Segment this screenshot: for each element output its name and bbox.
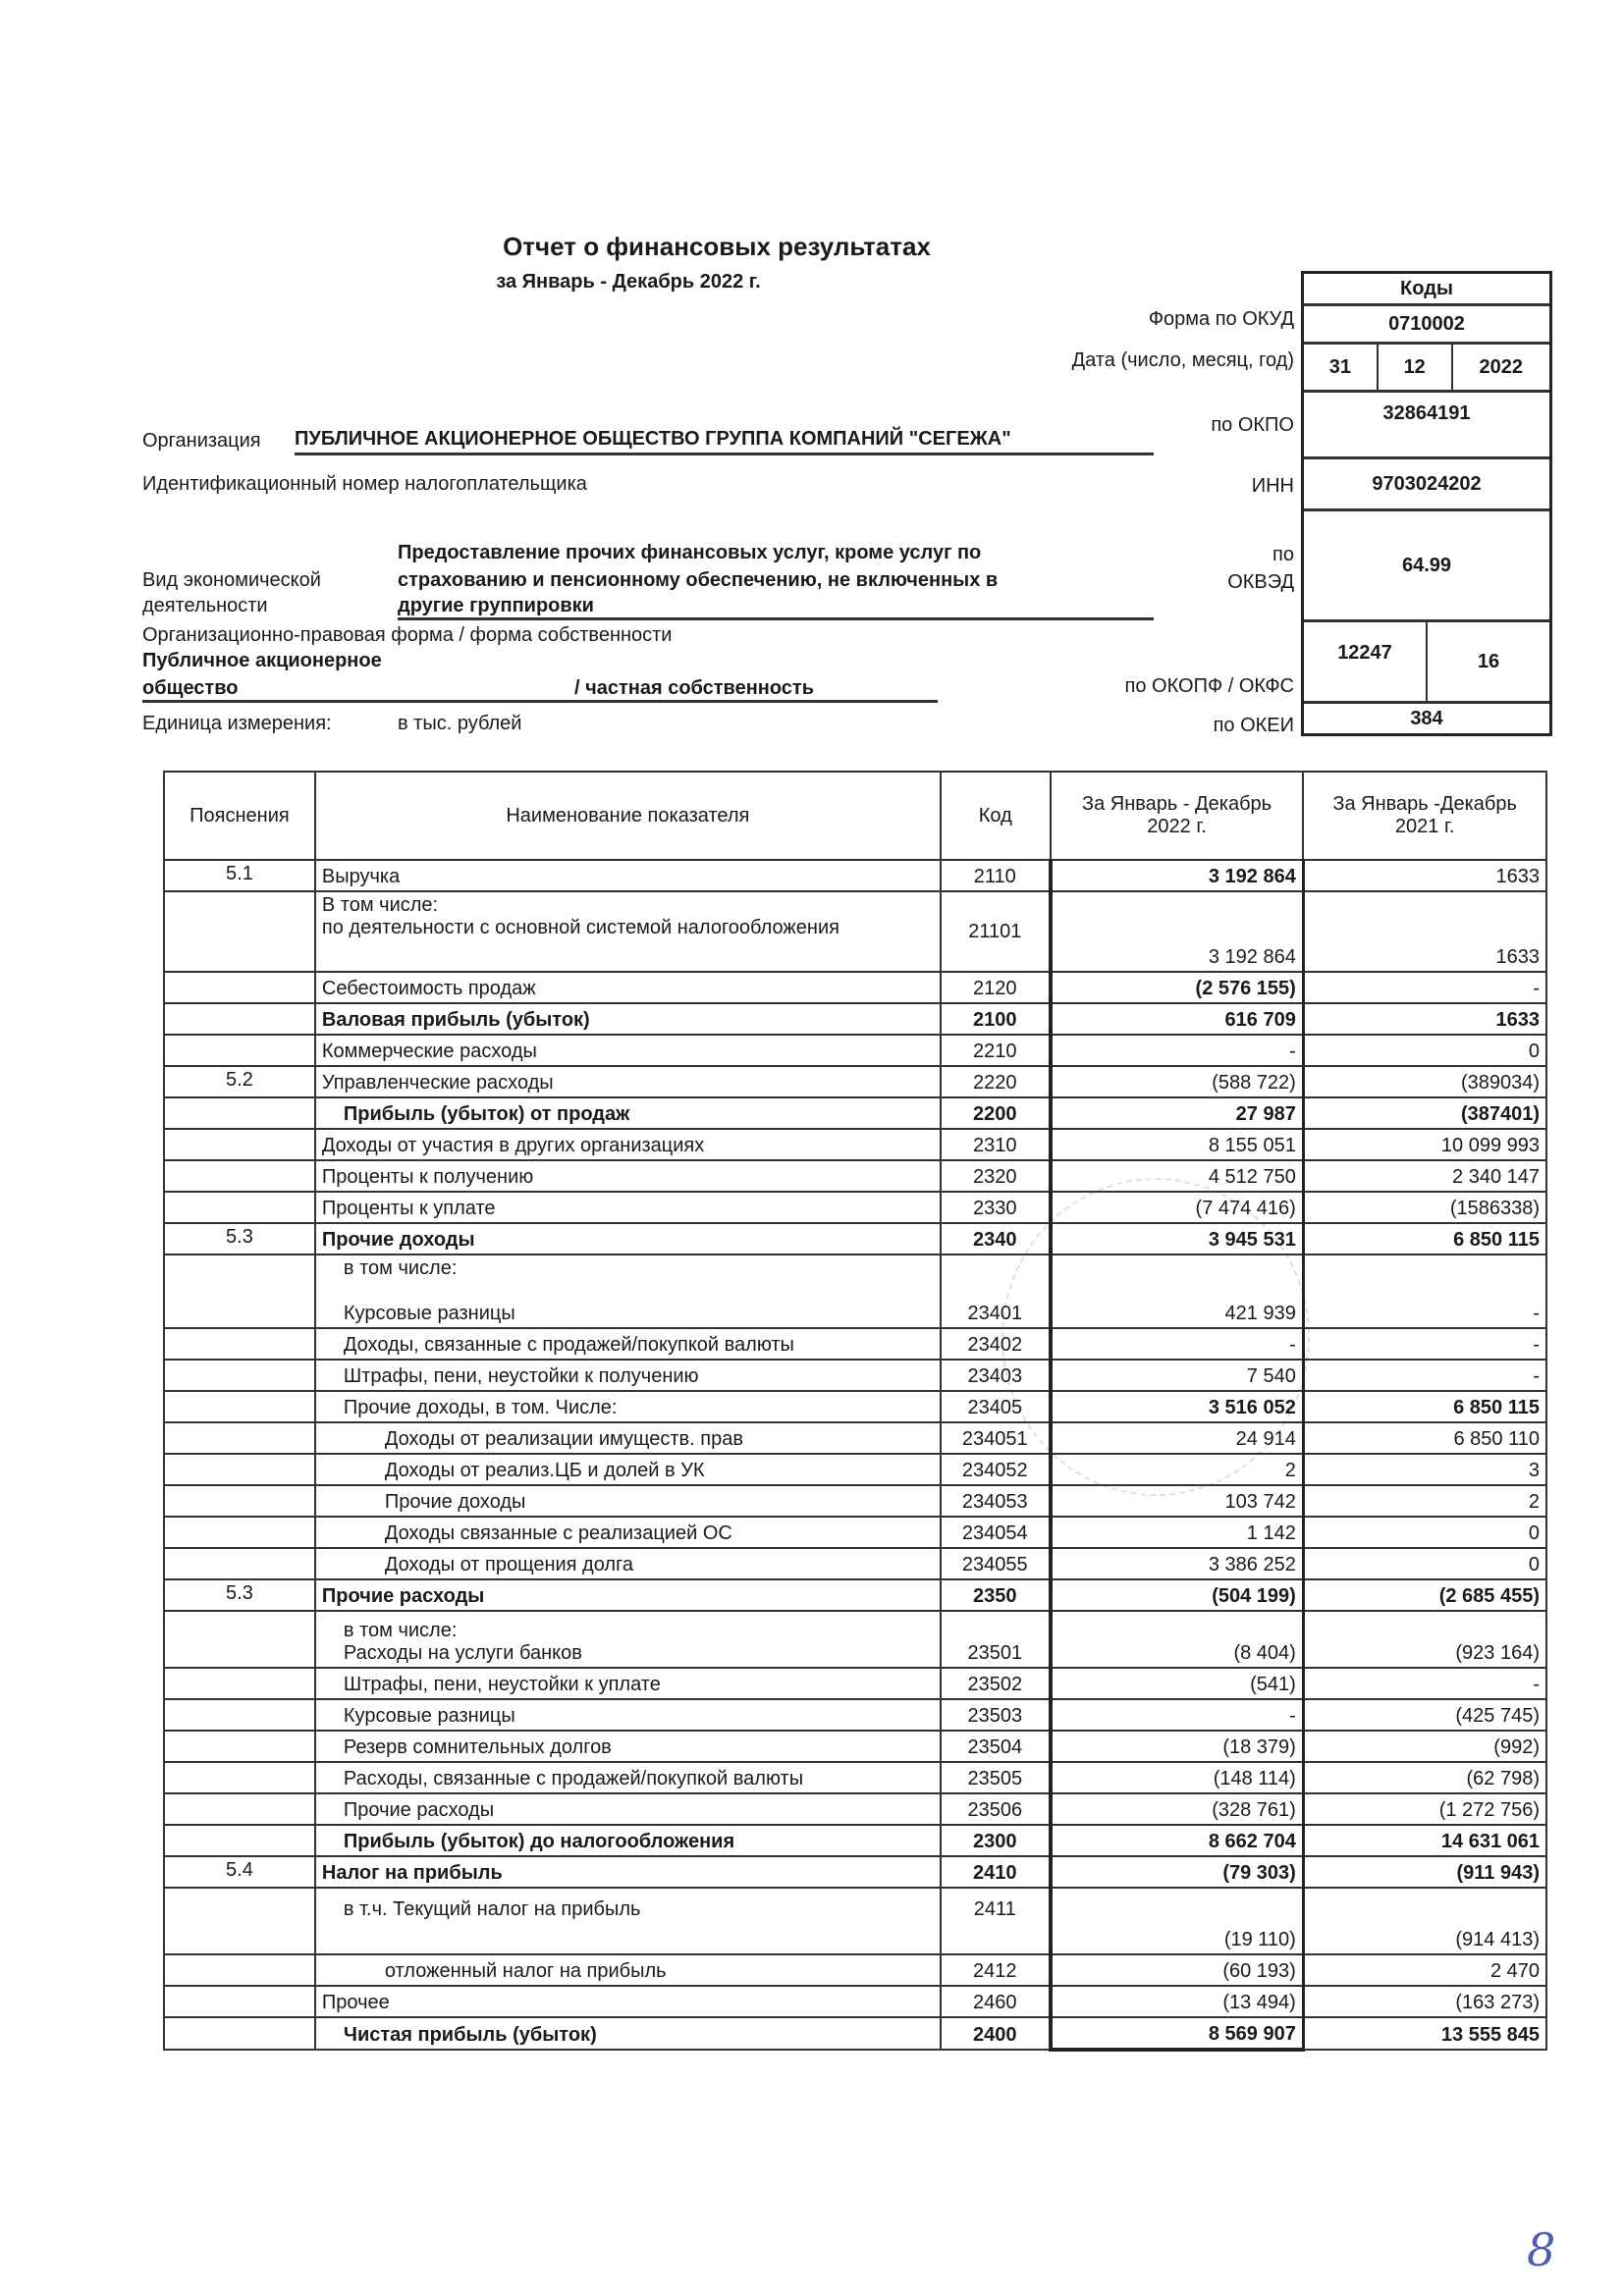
date-year: 2022 [1451,345,1549,390]
table-row: Доходы от участия в других организациях 2310 8 155 051 10 099 993 [164,1129,1546,1160]
table-row: 5.1 Выручка 2110 3 192 864 1633 [164,860,1546,891]
table-row: Проценты к получению 2320 4 512 750 2 340 147 [164,1160,1546,1192]
date-day: 31 [1328,355,1352,378]
org-name: ПУБЛИЧНОЕ АКЦИОНЕРНОЕ ОБЩЕСТВО ГРУППА КОМПАНИЙ "СЕГЕЖА" [295,428,1154,455]
unit-label: Единица измерения: [142,713,332,734]
okpo-label: по ОКПО [1211,414,1294,436]
table-row: Прибыль (убыток) до налогообложения 2300 8 662 704 14 631 061 [164,1825,1546,1856]
table-row: в том числе: Курсовые разницы 23401 421 939 - [164,1255,1546,1328]
okfs-value: 16 [1426,622,1549,701]
legal-form-value: общество [142,677,239,699]
table-row: Прочие доходы 234053 103 742 2 [164,1485,1546,1517]
financial-results-table [163,771,1547,2052]
okpo-value: 32864191 [1304,390,1549,456]
table-header-row [164,772,1546,860]
table-row: Курсовые разницы 23503 - (425 745) [164,1699,1546,1731]
date-label: Дата (число, месяц, год) [1071,349,1294,371]
table-row: Доходы связанные с реализацией ОС 234054 1 142 0 [164,1517,1546,1548]
activity-line-3: другие группировки [398,595,1154,620]
codes-header: Коды [1400,277,1453,299]
table-row: Резерв сомнительных долгов 23504 (18 379) (992) [164,1731,1546,1762]
activity-label-2: деятельности [142,595,268,616]
signature-mark: 8 [1527,2223,1556,2276]
okei-label: по ОКЕИ [1213,715,1294,736]
table-row: в том числе: Расходы на услуги банков 23501 (8 404) (923 164) [164,1611,1546,1668]
okopf-value: 12247 [1337,642,1392,664]
table-row: отложенный налог на прибыль 2412 (60 193) 2 470 [164,1954,1546,1986]
table-row: Валовая прибыль (убыток) 2100 616 709 1633 [164,1003,1546,1035]
col-current: За Январь - Декабрь 2022 г. [1051,772,1304,860]
table-row: 5.2 Управленческие расходы 2220 (588 722) (389034) [164,1066,1546,1097]
inn-code-label: ИНН [1251,475,1294,497]
report-period: за Январь - Декабрь 2022 г. [496,271,761,293]
org-label: Организация [142,430,261,452]
table-row: Прибыль (убыток) от продаж 2200 27 987 (387401) [164,1097,1546,1129]
table-row: Расходы, связанные с продажей/покупкой валюты 23505 (148 114) (62 798) [164,1762,1546,1793]
table-row: Доходы от реализ.ЦБ и долей в УК 234052 2 3 [164,1454,1546,1485]
report-title: Отчет о финансовых результатах [503,232,931,261]
table-row: 5.4 Налог на прибыль 2410 (79 303) (911 943) [164,1856,1546,1888]
okei-value: 384 [1304,701,1549,733]
codes-box [1301,271,1552,736]
col-code: Код [941,772,1051,860]
table-row: Прочие доходы, в том. Числе: 23405 3 516 052 6 850 115 [164,1391,1546,1422]
activity-line-1: Предоставление прочих финансовых услуг, кроме услуг по [398,542,982,563]
okud-value: 0710002 [1304,303,1549,342]
table-row: в т.ч. Текущий налог на прибыль 2411 (19 110) (914 413) [164,1888,1546,1954]
table-row: Себестоимость продаж 2120 (2 576 155) - [164,972,1546,1003]
okved-value: 64.99 [1304,508,1549,619]
table-row: Прочее 2460 (13 494) (163 273) [164,1986,1546,2017]
inn-value: 9703024202 [1304,456,1549,508]
activity-label-1: Вид экономической [142,569,321,591]
table-row: Доходы, связанные с продажей/покупкой валюты 23402 - - [164,1328,1546,1360]
okved-label-top: по [1272,544,1294,565]
table-row: Коммерческие расходы 2210 - 0 [164,1035,1546,1066]
col-explanation: Пояснения [164,772,315,860]
legal-form-line-1: Публичное акционерное [142,650,382,671]
unit-value: в тыс. рублей [398,713,522,734]
table-row: Проценты к уплате 2330 (7 474 416) (1586338) [164,1192,1546,1223]
table-row: Штрафы, пени, неустойки к получению 23403 7 540 - [164,1360,1546,1391]
inn-text: Идентификационный номер налогоплательщика [142,473,587,495]
legal-form-line-2 [142,677,938,703]
table-row: 5.3 Прочие расходы 2350 (504 199) (2 685 455) [164,1579,1546,1611]
table-row: В том числе: по деятельности с основной системой налогообложения 21101 3 192 864 1633 [164,891,1546,972]
table-row: Прочие расходы 23506 (328 761) (1 272 756) [164,1793,1546,1825]
ownership-value: / частная собственность [574,677,815,699]
activity-line-2: страхованию и пенсионному обеспечению, не включенных в [398,569,999,591]
table-row: Доходы от прощения долга 234055 3 386 252 0 [164,1548,1546,1579]
okud-label: Форма по ОКУД [1148,308,1294,330]
date-month: 12 [1377,345,1451,390]
col-previous: За Январь -Декабрь 2021 г. [1303,772,1546,860]
col-name: Наименование показателя [315,772,941,860]
table-row: Чистая прибыль (убыток) 2400 8 569 907 13 555 845 [164,2017,1546,2050]
table-row: Штрафы, пени, неустойки к уплате 23502 (541) - [164,1668,1546,1699]
table-row: 5.3 Прочие доходы 2340 3 945 531 6 850 115 [164,1223,1546,1255]
legal-form-label: Организационно-правовая форма / форма собственности [142,624,673,646]
okopf-okfs-label: по ОКОПФ / ОКФС [1124,675,1294,697]
table-row: Доходы от реализации имуществ. прав 234051 24 914 6 850 110 [164,1422,1546,1454]
okved-label-bottom: ОКВЭД [1227,571,1294,593]
